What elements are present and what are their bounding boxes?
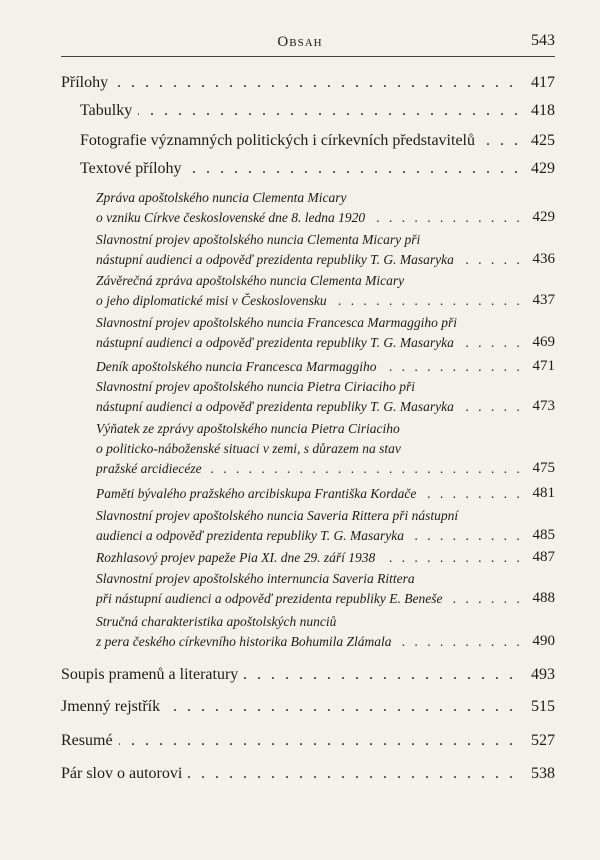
toc-entry-line: Závěrečná zpráva apoštolského nuncia Clementa Micary xyxy=(96,273,405,288)
toc-entry-sub[interactable] xyxy=(96,188,555,228)
toc-entry-title: Fotografie významných politických i církevních představitelů xyxy=(80,132,481,149)
toc-entry-line: nástupní audienci a odpověď prezidenta republiky T. G. Masaryka xyxy=(96,399,460,414)
toc-entry-page: 527 xyxy=(531,732,555,749)
toc-entry-line: audienci a odpověď prezidenta republiky T. G. Masaryka xyxy=(96,528,410,543)
toc-entry-title: Rozhlasový projev papeže Pia XI. dne 29. září 1938 xyxy=(96,550,381,565)
toc-entry-sub[interactable] xyxy=(96,483,555,504)
toc-entry-line: Stručná charakteristika apoštolských nunciů xyxy=(96,614,337,629)
toc-entry-page: 473 xyxy=(532,398,555,414)
toc-entry-page: 475 xyxy=(532,460,555,476)
toc-entry-line: Zpráva apoštolského nuncia Clementa Micary xyxy=(96,190,347,205)
toc-entry-line: o vzniku Církve československé dne 8. ledna 1920 xyxy=(96,210,371,225)
toc-entry-tabulky[interactable] xyxy=(80,100,555,121)
toc-entry-line: nástupní audienci a odpověď prezidenta republiky T. G. Masaryka xyxy=(96,335,460,350)
toc-entry-page: 429 xyxy=(532,209,555,225)
toc-entry-title: Přílohy xyxy=(61,74,114,91)
toc-entry-line: pražské arcidiecéze xyxy=(96,461,208,476)
toc-entry-page: 481 xyxy=(532,485,555,501)
toc-entry-sub[interactable] xyxy=(96,612,555,652)
toc-entry-page: 469 xyxy=(532,334,555,350)
toc-entry-page: 436 xyxy=(532,251,555,267)
toc-entry-page: 515 xyxy=(531,698,555,715)
toc-entry-line: Slavnostní projev apoštolského nuncia Saveria Rittera při nástupní xyxy=(96,508,459,523)
toc-entry-sub[interactable] xyxy=(96,313,555,353)
toc-entry-title: Pár slov o autorovi xyxy=(61,765,188,782)
toc-entry-page: 429 xyxy=(531,160,555,177)
toc-entry-line: při nástupní audienci a odpověď prezidenta republiky E. Beneše xyxy=(96,591,449,606)
toc-entry-title: Textové přílohy xyxy=(80,160,188,177)
toc-entry-sub[interactable] xyxy=(96,377,555,417)
toc-entry-line: z pera českého církevního historika Bohumila Zlámala xyxy=(96,634,397,649)
header-page-number: 543 xyxy=(531,32,555,49)
toc-entry-sub[interactable] xyxy=(96,419,555,479)
toc-entry-line: Výňatek ze zprávy apoštolského nuncia Pietra Ciriaciho xyxy=(96,421,400,436)
toc-entry-title: Paměti bývalého pražského arcibiskupa Františka Kordače xyxy=(96,486,422,501)
toc-entry-sub[interactable] xyxy=(96,506,555,546)
toc-entry-line: Slavnostní projev apoštolského nuncia Francesca Marmaggiho při xyxy=(96,315,457,330)
toc-entry-page: 493 xyxy=(531,666,555,683)
header-title: Obsah xyxy=(277,34,323,50)
toc-entry-page: 490 xyxy=(532,633,555,649)
toc-entry-page: 425 xyxy=(531,132,555,149)
toc-entry-page: 538 xyxy=(531,765,555,782)
toc-entry-title: Jmenný rejstřík xyxy=(61,698,166,715)
toc-entry-line: nástupní audienci a odpověď prezidenta republiky T. G. Masaryka xyxy=(96,252,460,267)
toc-entry-line: o jeho diplomatické misi v Československu xyxy=(96,293,333,308)
toc-entry-page: 471 xyxy=(532,358,555,374)
toc-entry-sub[interactable] xyxy=(96,230,555,270)
toc-entry-sub[interactable] xyxy=(96,547,555,568)
toc-entry-page: 485 xyxy=(532,527,555,543)
toc-entry-sub[interactable] xyxy=(96,356,555,377)
toc-entry-fotografie[interactable] xyxy=(80,130,555,151)
toc-entry-line: Slavnostní projev apoštolského nuncia Pietra Ciriaciho při xyxy=(96,379,415,394)
toc-entry-prilohy[interactable] xyxy=(61,72,555,93)
toc-entry-title: Resumé xyxy=(61,732,119,749)
toc-entry-page: 437 xyxy=(532,292,555,308)
toc-entry-line: o politicko-náboženské situaci v zemi, s důrazem na stav xyxy=(96,441,401,456)
toc-entry-page: 417 xyxy=(531,74,555,91)
toc-entry-soupis[interactable] xyxy=(61,664,555,685)
toc-entry-sub[interactable] xyxy=(96,271,555,311)
toc-entry-title: Soupis pramenů a literatury xyxy=(61,666,244,683)
toc-entry-resume[interactable] xyxy=(61,730,555,751)
toc-entry-sub[interactable] xyxy=(96,569,555,609)
toc-entry-textove-prilohy[interactable] xyxy=(80,158,555,179)
toc-entry-title: Deník apoštolského nuncia Francesca Marmaggiho xyxy=(96,359,382,374)
toc-entry-line: Slavnostní projev apoštolského nuncia Clementa Micary při xyxy=(96,232,421,247)
toc-entry-title: Tabulky xyxy=(80,102,138,119)
toc-entry-page: 487 xyxy=(532,549,555,565)
toc-entry-page: 418 xyxy=(531,102,555,119)
toc-entry-autor[interactable] xyxy=(61,763,555,784)
toc-entry-line: Slavnostní projev apoštolského internuncia Saveria Rittera xyxy=(96,571,415,586)
toc-entry-page: 488 xyxy=(532,590,555,606)
toc-entry-rejstrik[interactable] xyxy=(61,696,555,717)
